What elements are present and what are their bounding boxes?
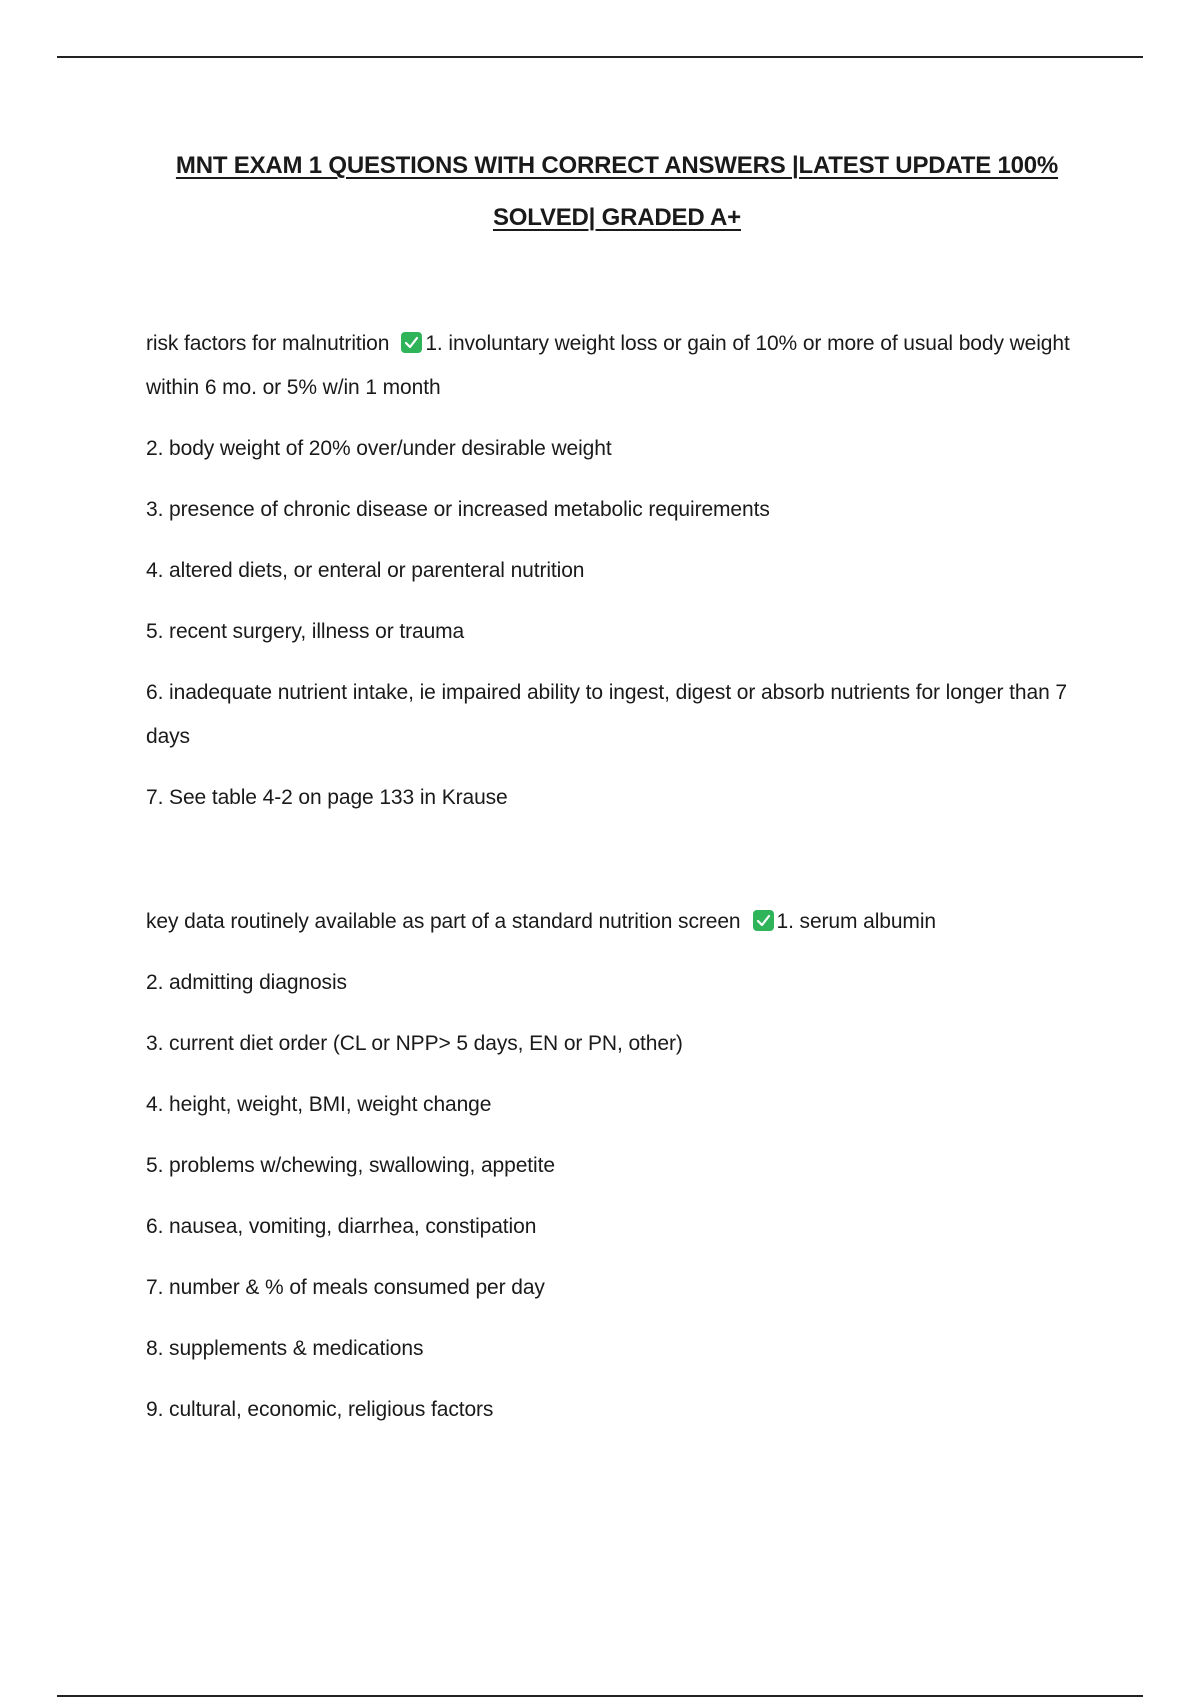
answer-item: 3. current diet order (CL or NPP> 5 days, EN or PN, other): [146, 1032, 683, 1055]
answer-item: 4. altered diets, or enteral or parenteral nutrition: [146, 559, 585, 582]
question-text: risk factors for malnutrition: [146, 332, 390, 355]
checkmark-icon: [401, 332, 422, 353]
qa-question-line: [146, 322, 1092, 410]
answer-item: 7. See table 4-2 on page 133 in Krause: [146, 786, 508, 809]
answer-item: 3. presence of chronic disease or increased metabolic requirements: [146, 498, 770, 521]
qa-block-2: [146, 900, 1092, 1449]
answer-item: 7. number & % of meals consumed per day: [146, 1276, 545, 1299]
document-title: [120, 140, 1114, 244]
header-rule: [57, 56, 1143, 58]
checkmark-icon: [753, 910, 774, 931]
answer-item: 6. nausea, vomiting, diarrhea, constipation: [146, 1215, 537, 1238]
answer-item: 6. inadequate nutrient intake, ie impaired ability to ingest, digest or absorb nutrients for longer than 7 days: [146, 681, 1067, 748]
footer-rule: [57, 1695, 1143, 1697]
first-answer-text: 1. serum albumin: [776, 910, 936, 933]
title-line-2: SOLVED| GRADED A+: [492, 204, 741, 231]
answer-item: 5. recent surgery, illness or trauma: [146, 620, 465, 643]
question-text: key data routinely available as part of a standard nutrition screen: [146, 910, 741, 933]
answer-item: 4. height, weight, BMI, weight change: [146, 1093, 492, 1116]
answer-item: 5. problems w/chewing, swallowing, appetite: [146, 1154, 555, 1177]
title-line-1: MNT EXAM 1 QUESTIONS WITH CORRECT ANSWERS |LATEST UPDATE 100%: [175, 152, 1059, 179]
answer-item: 2. body weight of 20% over/under desirable weight: [146, 437, 612, 460]
qa-block-1: [146, 322, 1092, 837]
answer-item: 8. supplements & medications: [146, 1337, 424, 1360]
first-answer-text: 1. involuntary weight loss or gain of 10% or more of usual body weight within 6 mo. or 5% w/in 1 month: [146, 332, 1070, 399]
qa-question-line: [146, 900, 1092, 944]
answer-item: 2. admitting diagnosis: [146, 971, 347, 994]
answer-item: 9. cultural, economic, religious factors: [146, 1398, 494, 1421]
